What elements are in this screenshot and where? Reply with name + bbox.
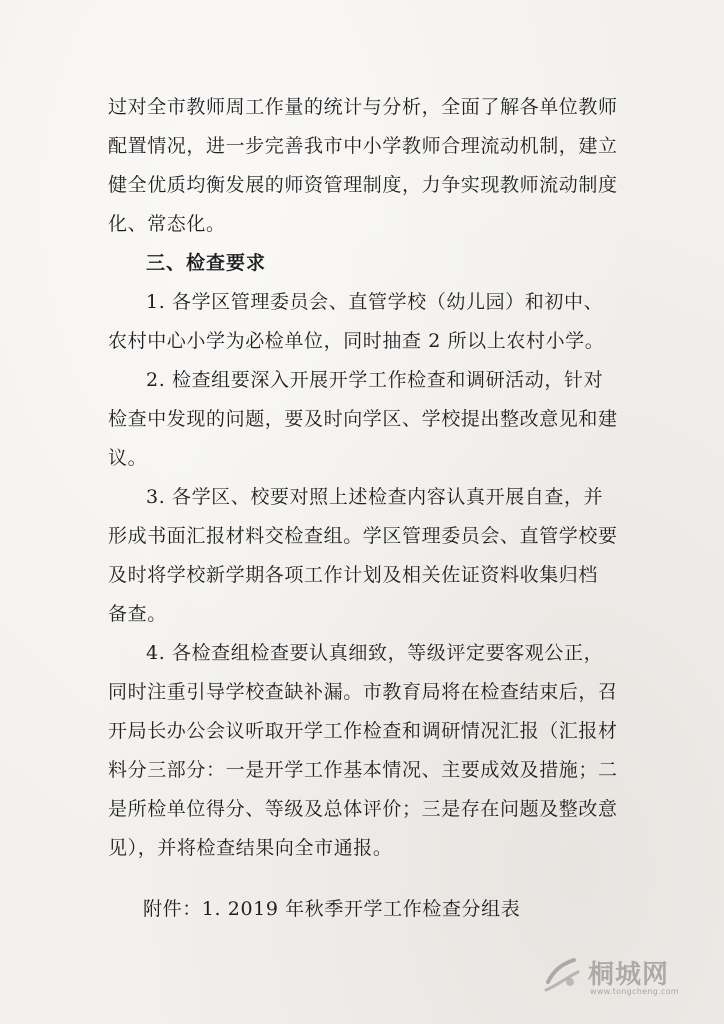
body-line: 4. 各检查组检查要认真细致，等级评定要客观公正， xyxy=(146,642,604,664)
body-line: 健全优质均衡发展的师资管理制度，力争实现教师流动制度 xyxy=(108,174,618,196)
body-line: 议。 xyxy=(108,447,148,469)
section-heading: 三、检查要求 xyxy=(146,252,267,274)
body-line: 2. 检查组要深入开展开学工作检查和调研活动，针对 xyxy=(146,369,604,391)
body-line: 1. 各学区管理委员会、直管学校（幼儿园）和初中、 xyxy=(146,291,604,313)
body-line: 配置情况，进一步完善我市中小学教师合理流动机制，建立 xyxy=(108,135,618,157)
body-line: 见），并将检查结果向全市通报。 xyxy=(108,837,393,859)
body-line: 是所检单位得分、等级及总体评价；三是存在问题及整改意 xyxy=(108,798,618,820)
body-line: 备查。 xyxy=(108,603,167,625)
body-line: 农村中心小学为必检单位，同时抽查 2 所以上农村小学。 xyxy=(108,330,605,352)
body-line: 3. 各学区、校要对照上述检查内容认真开展自查，并 xyxy=(146,486,604,508)
body-line: 开局长办公会议听取开学工作检查和调研情况汇报（汇报材 xyxy=(108,720,618,742)
watermark-logo-icon xyxy=(540,952,582,996)
attachment-line: 附件：1. 2019 年秋季开学工作检查分组表 xyxy=(143,898,521,920)
site-watermark xyxy=(538,950,688,1000)
body-line: 同时注重引导学校查缺补漏。市教育局将在检查结束后，召 xyxy=(108,681,618,703)
body-line: 料分三部分：一是开学工作基本情况、主要成效及措施；二 xyxy=(108,759,618,781)
body-line: 过对全市教师周工作量的统计与分析，全面了解各单位教师 xyxy=(108,96,618,118)
body-line: 检查中发现的问题，要及时向学区、学校提出整改意见和建 xyxy=(108,408,618,430)
watermark-brand: 桐城网 xyxy=(588,960,670,990)
body-line: 化、常态化。 xyxy=(108,213,226,235)
body-line: 及时将学校新学期各项工作计划及相关佐证资料收集归档 xyxy=(108,564,599,586)
watermark-url: www.tongcheng.com xyxy=(590,987,679,996)
body-line: 形成书面汇报材料交检查组。学区管理委员会、直管学校要 xyxy=(108,525,618,547)
